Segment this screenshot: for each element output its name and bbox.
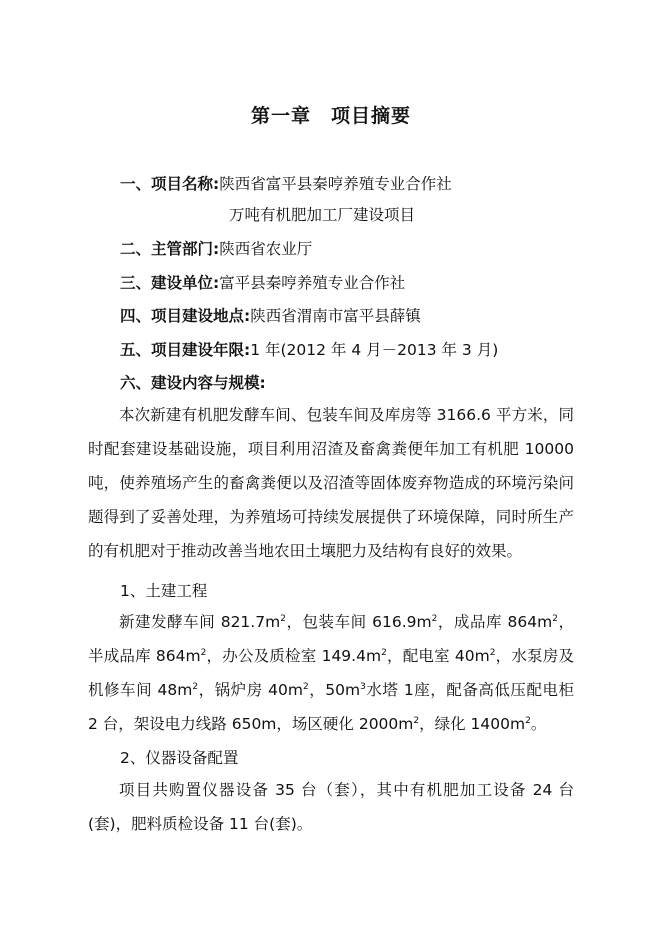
section1-paragraph bbox=[88, 605, 574, 741]
s1-text-5: ，办公及质检室 149.4m bbox=[206, 647, 382, 665]
s1-text-8: ，锅炉房 40m bbox=[198, 681, 304, 699]
s1-text-1: 新建发酵车间 821.7m bbox=[119, 613, 281, 631]
chapter-title: 第一章 项目摘要 bbox=[250, 105, 411, 127]
site-label: 四、项目建设地点: bbox=[120, 307, 251, 325]
dept-label: 二、主管部门: bbox=[120, 240, 220, 258]
s1-sup-8: 2 bbox=[303, 681, 309, 692]
unit-label: 三、建设单位: bbox=[120, 274, 220, 292]
s1-text-10: 水塔 1座，配备高低压配电柜 2 台，架设电力线路 650m，场区硬化 2000m bbox=[88, 681, 574, 733]
dept-line bbox=[120, 237, 312, 261]
project-name-line-2 bbox=[229, 203, 415, 227]
content-line bbox=[120, 371, 266, 395]
s1-sup-11: 2 bbox=[525, 715, 531, 726]
section2-paragraph: 项目共购置仪器设备 35 台（套），其中有机肥加工设备 24 台(套)，肥料质检设备 11 台(套)。 bbox=[88, 781, 574, 833]
project-name-line bbox=[120, 172, 452, 196]
unit-line bbox=[120, 271, 405, 295]
s1-text-3: ，成品库 864m bbox=[437, 613, 553, 631]
s1-sup-9: 3 bbox=[360, 681, 366, 692]
project-name-value-2: 万吨有机肥加工厂建设项目 bbox=[229, 206, 416, 224]
project-name-value: 陕西省富平县秦哼养殖专业合作社 bbox=[219, 175, 452, 193]
intro-paragraph: 本次新建有机肥发酵车间、包装车间及库房等 3166.6 平方米，同时配套建设基础设施，项目利用沼渣及畜禽粪便年加工有机肥 10000吨，使养殖场产生的畜禽粪便以及沼渣等固体废弃物造成的环境污染问题得到了妥善处理，为养殖场可持续发展提供了环境保障，同时所生产的有机肥对于推动改善当地农田土壤肥力及结构有良好的效果。 bbox=[88, 406, 574, 560]
s1-sup-2: 2 bbox=[431, 613, 438, 624]
s1-text-6: ，配电室 40m bbox=[386, 647, 490, 665]
project-name-label: 一、项目名称: bbox=[120, 175, 220, 193]
period-label: 五、项目建设年限: bbox=[120, 341, 251, 359]
section2-heading: 2、仪器设备配置 bbox=[120, 749, 239, 767]
unit-value: 富平县秦哼养殖专业合作社 bbox=[219, 274, 406, 292]
s1-sup-7: 2 bbox=[192, 681, 199, 692]
s1-sup-5: 2 bbox=[381, 647, 387, 658]
s1-sup-4: 2 bbox=[200, 647, 207, 658]
s1-text-9: ，50m bbox=[308, 681, 361, 699]
s1-text-4: ，半成品库 864m bbox=[88, 613, 574, 665]
s1-text-2: ，包装车间 616.9m bbox=[285, 613, 432, 631]
site-line bbox=[120, 304, 421, 328]
period-line bbox=[120, 338, 498, 362]
dept-value: 陕西省农业厅 bbox=[219, 240, 313, 258]
section1-heading: 1、土建工程 bbox=[120, 582, 208, 600]
content-label: 六、建设内容与规模: bbox=[120, 374, 266, 392]
s1-sup-3: 2 bbox=[552, 613, 558, 624]
s1-text-12: 。 bbox=[530, 715, 547, 733]
site-value: 陕西省渭南市富平县薛镇 bbox=[250, 307, 421, 325]
period-value: 1 年(2012 年 4 月－2013 年 3 月) bbox=[250, 341, 499, 359]
s1-text-7: ，水泵房及机修车间 48m bbox=[88, 647, 574, 699]
s1-sup-6: 2 bbox=[489, 647, 496, 658]
s1-sup-10: 2 bbox=[413, 715, 420, 726]
s1-text-11: ，绿化 1400m bbox=[419, 715, 526, 733]
s1-sup-1: 2 bbox=[280, 613, 286, 624]
